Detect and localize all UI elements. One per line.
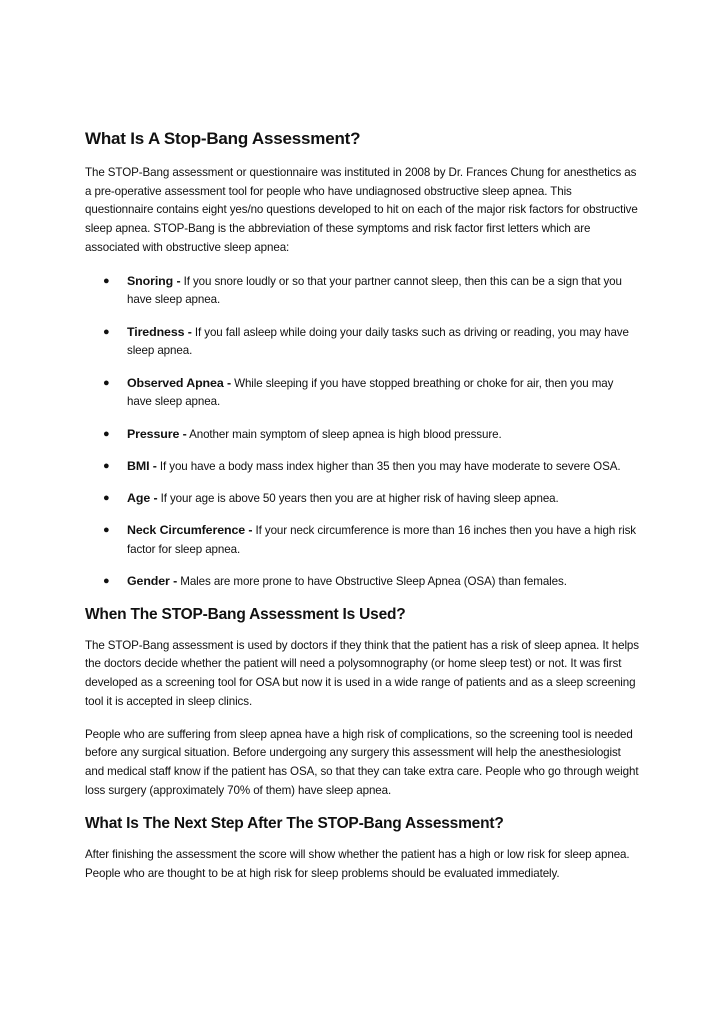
list-item-term: Age - [127, 491, 158, 506]
bullet-icon: ● [103, 325, 110, 338]
bullet-icon: ● [103, 459, 110, 472]
list-item-observed-apnea [85, 374, 641, 412]
section-heading-stop-bang: What Is A Stop-Bang Assessment? [85, 129, 361, 148]
list-item-term: Neck Circumference - [127, 523, 253, 538]
paragraph: After finishing the assessment the score will show whether the patient has a high or low risk for sleep apnea. People who are thought to be at high risk for sleep problems should be evaluated immediately. [85, 848, 630, 881]
list-item-age [85, 489, 641, 509]
list-item-text: If your age is above 50 years then you are at higher risk of having sleep apnea. [157, 492, 559, 506]
list-item-text: While sleeping if you have stopped breathing or choke for air, then you may have sleep apnea. [127, 376, 614, 409]
section-heading-when-used: When The STOP-Bang Assessment Is Used? [85, 605, 406, 623]
list-item-snoring [85, 272, 641, 310]
list-item-text: If your neck circumference is more than 16 inches then you have a high risk factor for sleep apnea. [127, 524, 636, 557]
list-item-text: If you have a body mass index higher than 35 then you may have moderate to severe OSA. [156, 459, 621, 473]
intro-paragraph: The STOP-Bang assessment or questionnaire was instituted in 2008 by Dr. Frances Chung for anesthetics as a pre-operative assessment tool for people who have undiagnosed obstructive sleep apnea. This questionnaire contains eight yes/no questions developed to hit on each of the major risk factors for obstructive sleep apnea. STOP-Bang is the abbreviation of these symptoms and risk factor first letters which are associated with obstructive sleep apnea: [85, 166, 638, 254]
list-item-neck-circumference [85, 521, 641, 559]
list-item-term: BMI - [127, 458, 157, 473]
document-page [85, 128, 641, 898]
risk-factor-list [85, 272, 641, 593]
section-heading-next-step: What Is The Next Step After The STOP-Bang Assessment? [85, 815, 504, 833]
bullet-icon: ● [103, 492, 110, 505]
list-item-tiredness [85, 323, 641, 361]
list-item-text: Males are more prone to have Obstructive Sleep Apnea (OSA) than females. [177, 575, 567, 589]
list-item-term: Gender - [127, 574, 178, 589]
list-item-text: If you fall asleep while doing your daily tasks such as driving or reading, you may have sleep apnea. [127, 325, 629, 358]
list-item-text: Another main symptom of sleep apnea is high blood pressure. [186, 427, 502, 441]
list-item-bmi [85, 457, 641, 477]
bullet-icon: ● [103, 575, 110, 588]
bullet-icon: ● [103, 376, 110, 389]
list-item-pressure [85, 425, 641, 445]
paragraph: People who are suffering from sleep apnea have a high risk of complications, so the screening tool is needed before any surgical situation. Before undergoing any surgery this assessment will help the anesthesiologist and medical staff know if the patient has OSA, so that they can take extra care. People who go through weight loss surgery (approximately 70% of them) have sleep apnea. [85, 727, 639, 797]
list-item-term: Pressure - [127, 426, 187, 441]
bullet-icon: ● [103, 524, 110, 537]
bullet-icon: ● [103, 274, 110, 287]
list-item-text: If you snore loudly or so that your partner cannot sleep, then this can be a sign that you have sleep apnea. [127, 274, 622, 307]
list-item-gender [85, 572, 641, 592]
list-item-term: Tiredness - [127, 324, 192, 339]
list-item-term: Observed Apnea - [127, 375, 231, 390]
bullet-icon: ● [103, 427, 110, 440]
paragraph: The STOP-Bang assessment is used by doctors if they think that the patient has a risk of sleep apnea. It helps the doctors decide whether the patient will need a polysomnography (or home sleep test) or not. It was first developed as a screening tool for OSA but now it is used in a wide range of patients and as a sleep screening tool it is accepted in sleep clinics. [85, 638, 639, 708]
list-item-term: Snoring - [127, 273, 181, 288]
